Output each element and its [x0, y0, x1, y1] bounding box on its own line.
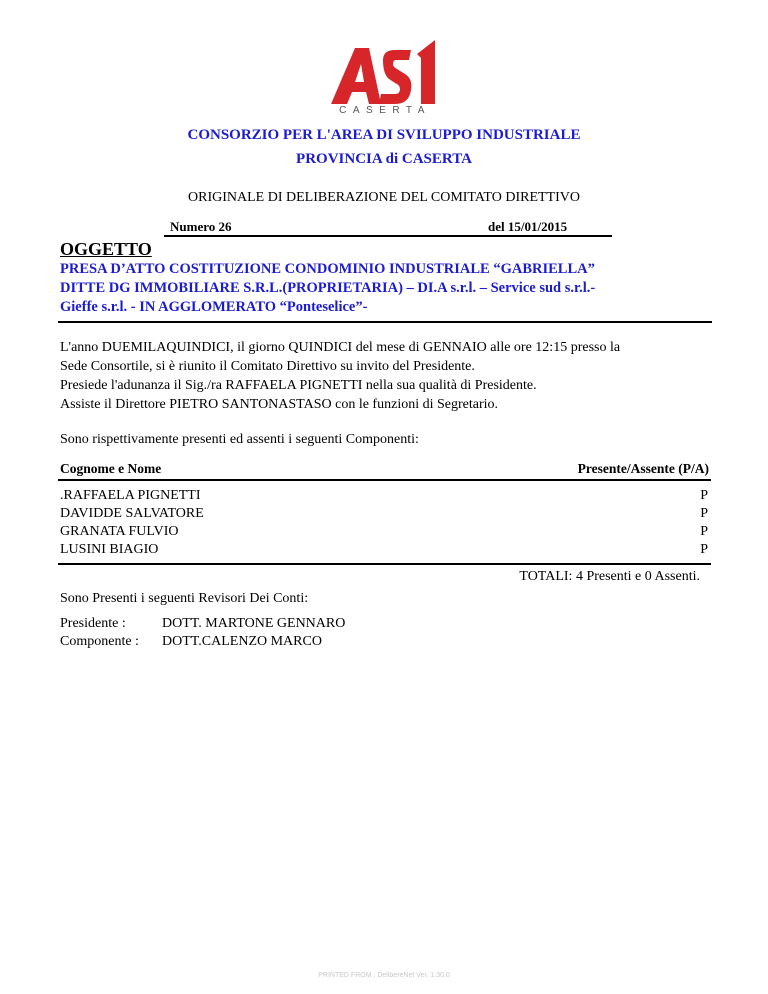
oggetto-line: DITTE DG IMMOBILIARE S.R.L.(PROPRIETARIA) – DI.A s.r.l. – Service sud s.r.l.- [60, 280, 596, 296]
attendance-names [60, 487, 204, 559]
attendance-statuses [700, 487, 708, 559]
status-cell: P [700, 524, 708, 539]
meeting-paragraph [60, 338, 710, 376]
org-title-line1: CONSORZIO PER L'AREA DI SVILUPPO INDUSTRIALE [187, 127, 581, 143]
secretary-line: Assiste il Direttore PIETRO SANTONASTASO con le funzioni di Segretario. [60, 397, 499, 412]
meeting-line: L'anno DUEMILAQUINDICI, il giorno QUINDICI del mese di GENNAIO alle ore 12:15 presso la [60, 340, 621, 355]
oggetto-text [60, 260, 720, 317]
status-cell: P [700, 488, 708, 503]
status-cell: P [700, 542, 708, 557]
attendance-header-name: Cognome e Nome [60, 461, 162, 476]
oggetto-line: PRESA D’ATTO COSTITUZIONE CONDOMINIO INDUSTRIALE “GABRIELLA” [60, 261, 595, 277]
attendance-header-status: Presente/Assente (P/A) [577, 461, 709, 476]
meeting-line: Sede Consortile, si è riunito il Comitato Direttivo su invito del Presidente. [60, 359, 475, 374]
table-row: GRANATA FULVIO [60, 524, 179, 539]
revisore-role: Componente : [60, 634, 139, 649]
org-title-line2: PROVINCIA di CASERTA [296, 151, 472, 167]
printed-from-footer: PRINTED FROM : DelibereNet Ver. 1.30.0 [318, 972, 450, 979]
attendance-totals: TOTALI: 4 Presenti e 0 Assenti. [519, 569, 700, 584]
deliberation-number: Numero 26 [170, 219, 232, 234]
header-divider [164, 235, 612, 237]
revisori-intro: Sono Presenti i seguenti Revisori Dei Conti: [60, 591, 309, 606]
table-row: DAVIDDE SALVATORE [60, 506, 204, 521]
revisore-name: DOTT.CALENZO MARCO [162, 634, 322, 649]
status-cell: P [700, 506, 708, 521]
attendance-intro: Sono rispettivamente presenti ed assenti i seguenti Componenti: [60, 432, 419, 447]
revisore-name: DOTT. MARTONE GENNARO [162, 616, 346, 631]
president-line: Presiede l'adunanza il Sig./ra RAFFAELA PIGNETTI nella sua qualità di Presidente. [60, 378, 537, 393]
oggetto-divider [58, 321, 712, 323]
table-row: LUSINI BIAGIO [60, 542, 159, 557]
list-item [60, 633, 345, 651]
logo-subtitle: CASERTA [339, 105, 431, 116]
table-row: .RAFFAELA PIGNETTI [60, 488, 201, 503]
list-item [60, 615, 345, 633]
revisore-role: Presidente : [60, 616, 126, 631]
deliberation-date: del 15/01/2015 [488, 219, 568, 234]
attendance-footer-rule [58, 563, 711, 565]
document-type: ORIGINALE DI DELIBERAZIONE DEL COMITATO DIRETTIVO [188, 190, 580, 205]
oggetto-heading: OGGETTO [60, 239, 152, 259]
attendance-header-rule [58, 479, 711, 481]
oggetto-line: Gieffe s.r.l. - IN AGGLOMERATO “Ponteselice”- [60, 299, 368, 315]
revisori-list [60, 615, 345, 651]
